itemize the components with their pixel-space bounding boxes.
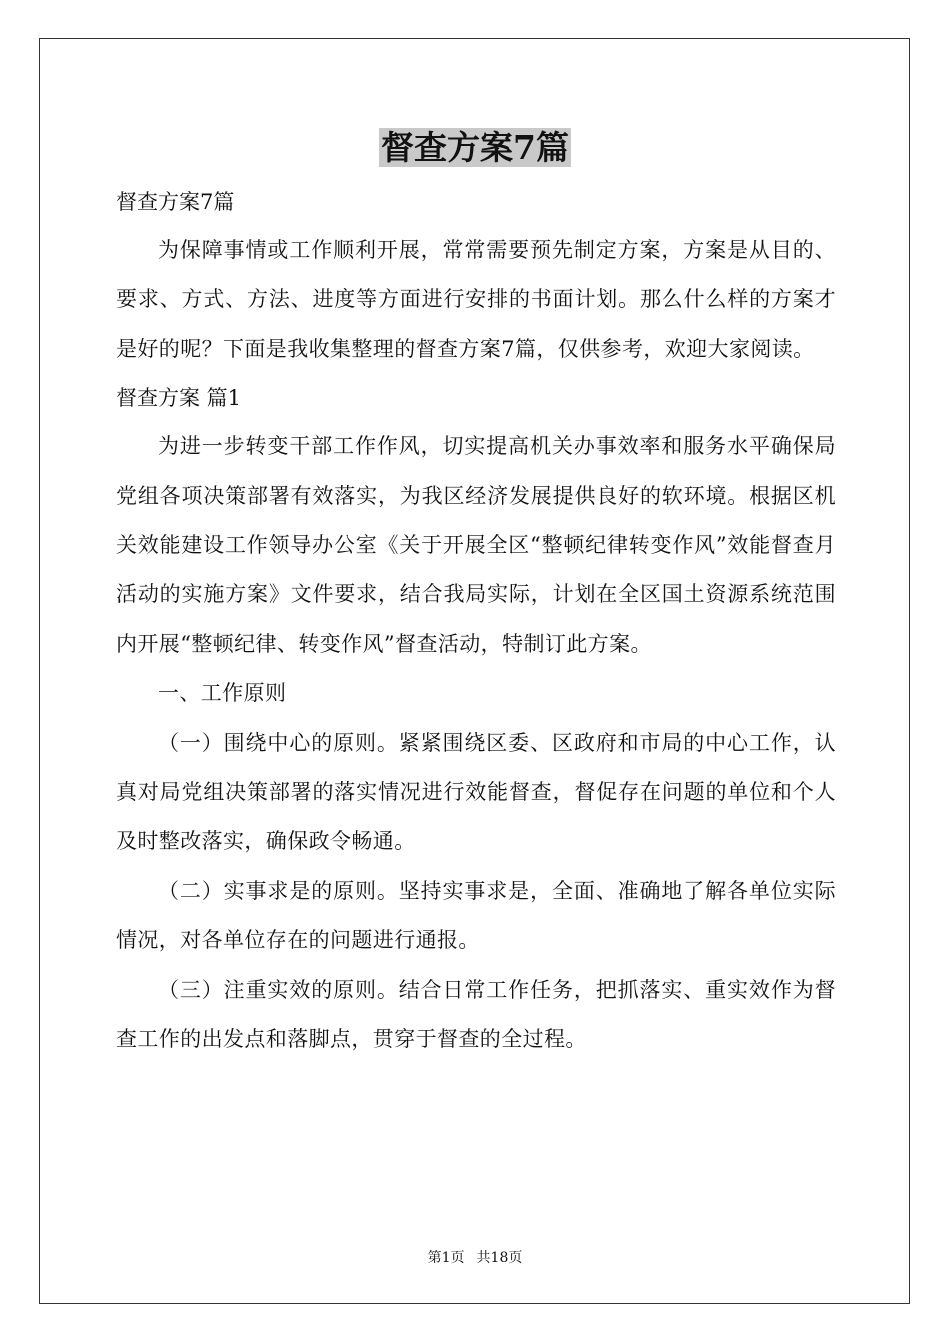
- document-body: [116, 178, 836, 1065]
- document-title-text: 督查方案7篇: [381, 128, 569, 167]
- body-paragraph-1: 为进一步转变干部工作作风，切实提高机关办事效率和服务水平确保局党组各项决策部署有效落实，为我区经济发展提供良好的软环境。根据区机关效能建设工作领导办公室《关于开展全区“整顿纪律转变作风”效能督查月活动的实施方案》文件要求，结合我局实际，计划在全区国土资源系统范围内开展“整顿纪律、转变作风”督查活动，特制订此方案。: [116, 434, 836, 656]
- section-heading: 督查方案 篇1: [116, 386, 242, 411]
- body-paragraph-principle-1: （一）围绕中心的原则。紧紧围绕区委、区政府和市局的中心工作，认真对局党组决策部署的落实情况进行效能督查，督促存在问题的单位和个人及时整改落实，确保政令畅通。: [116, 730, 836, 854]
- document-subtitle: 督查方案7篇: [116, 190, 235, 214]
- body-paragraph-principle-3: （三）注重实效的原则。结合日常工作任务，把抓落实、重实效作为督查工作的出发点和落脚点，贯穿于督查的全过程。: [116, 977, 836, 1052]
- intro-paragraph: 为保障事情或工作顺利开展，常常需要预先制定方案，方案是从目的、要求、方式、方法、进度等方面进行安排的书面计划。那么什么样的方案才是好的呢？下面是我收集整理的督查方案7篇，仅供参考，欢迎大家阅读。: [116, 238, 836, 361]
- document-title: [0, 124, 950, 172]
- page-total: 共18页: [476, 1250, 523, 1266]
- principles-heading: 一、工作原则: [158, 681, 287, 706]
- page-number: 第1页: [427, 1250, 465, 1266]
- page-footer: [0, 1248, 950, 1268]
- body-paragraph-principle-2: （二）实事求是的原则。坚持实事求是，全面、准确地了解各单位实际情况，对各单位存在的问题进行通报。: [116, 878, 836, 953]
